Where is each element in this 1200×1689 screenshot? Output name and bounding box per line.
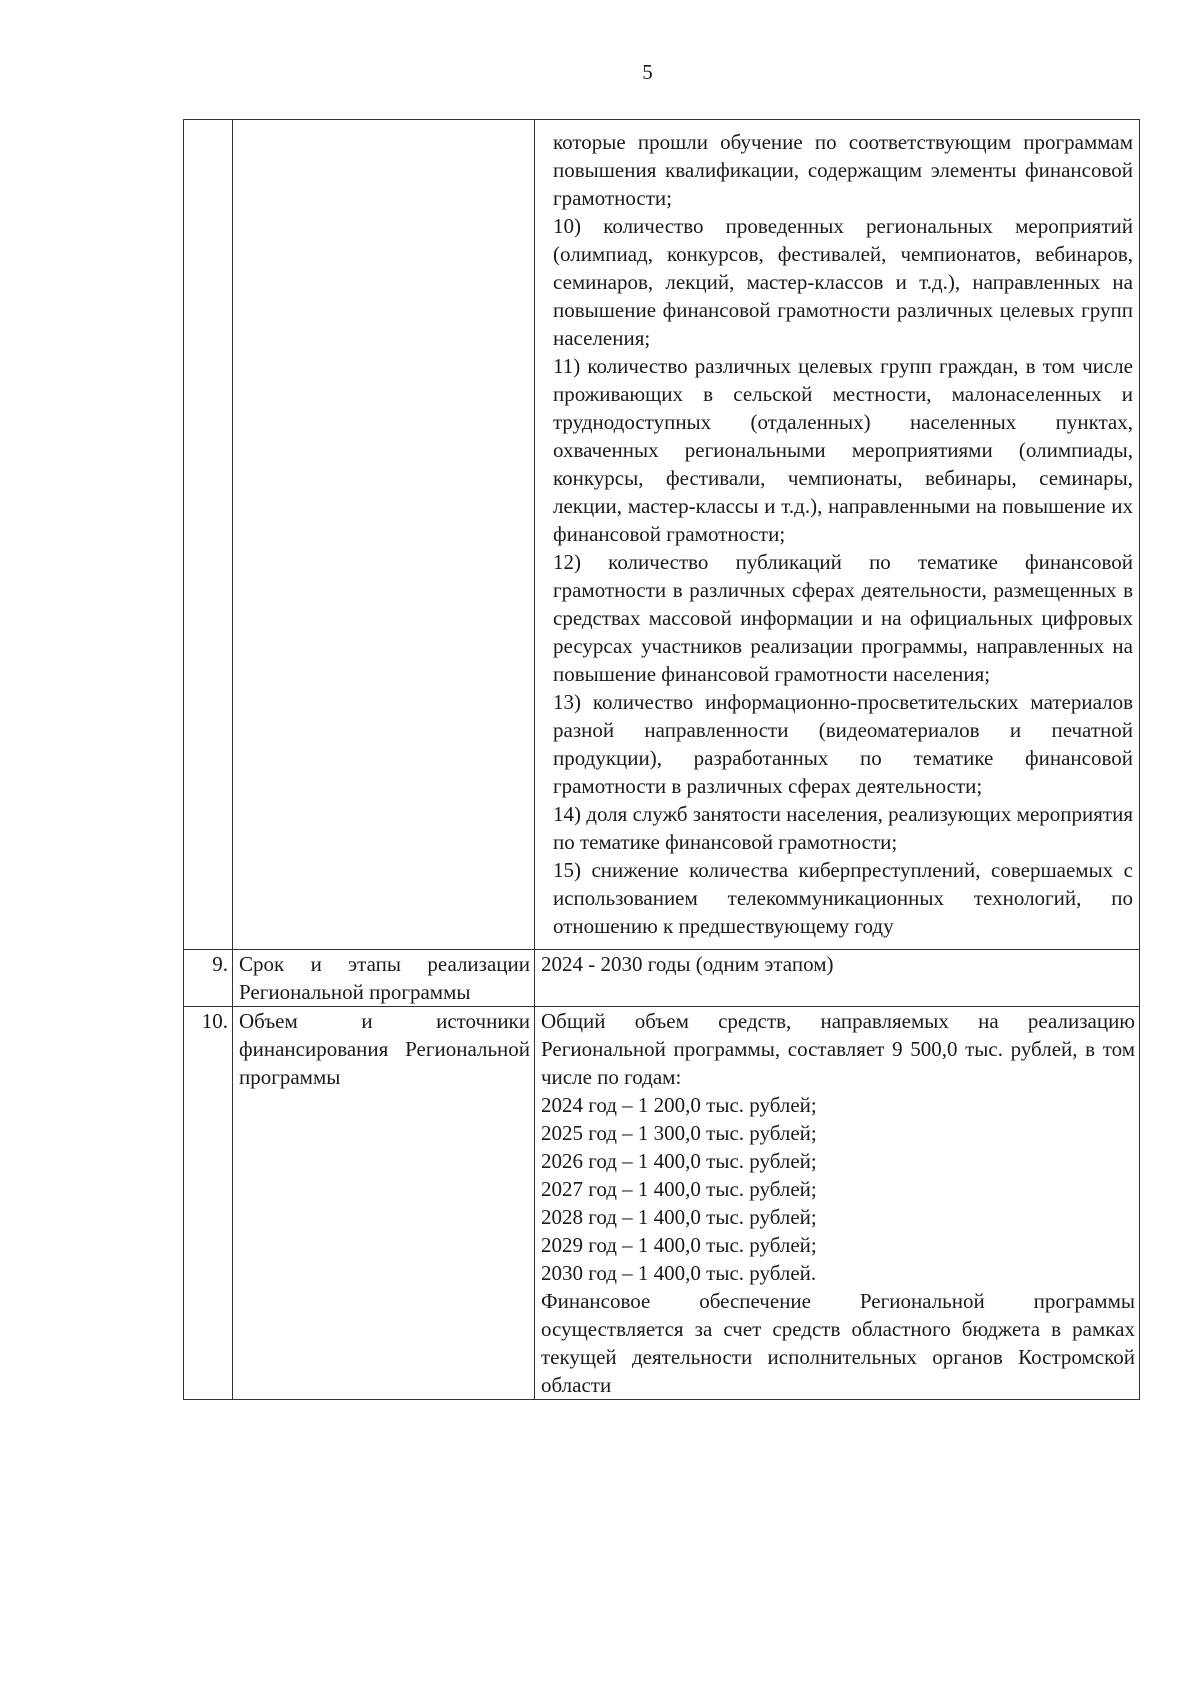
funding-year-line: 2024 год – 1 200,0 тыс. рублей;: [541, 1093, 817, 1117]
funding-year-line: 2029 год – 1 400,0 тыс. рублей;: [541, 1233, 817, 1257]
indicator-paragraph: 15) снижение количества киберпреступлений, совершаемых с использованием телекоммуникационных технологий, по отношению к предшествующему году: [553, 858, 1133, 938]
indicator-paragraph: 14) доля служб занятости населения, реализующих мероприятия по тематике финансовой грамотности;: [553, 802, 1133, 854]
row-label-cell: Срок и этапы реализации Региональной программы: [233, 950, 535, 1007]
table-row-funding: [184, 1007, 1140, 1400]
indicator-paragraph: 13) количество информационно-просветительских материалов разной направленности (видеоматериалов и печатной продукции), разработанных по тематике финансовой грамотности в различных сферах деятельности;: [553, 690, 1133, 798]
funding-year-line: 2025 год – 1 300,0 тыс. рублей;: [541, 1121, 817, 1145]
row-label-cell: [233, 120, 535, 950]
term-cell: 2024 - 2030 годы (одним этапом): [535, 950, 1140, 1007]
funding-intro: Общий объем средств, направляемых на реализацию Региональной программы, составляет 9 500,0 тыс. рублей, в том числе по годам:: [541, 1009, 1135, 1089]
row-label-cell: Объем и источники финансирования Региональной программы: [233, 1007, 535, 1400]
row-number-cell: 10.: [184, 1007, 233, 1400]
funding-year-line: 2030 год – 1 400,0 тыс. рублей.: [541, 1261, 817, 1285]
indicator-paragraph: которые прошли обучение по соответствующим программам повышения квалификации, содержащим элементы финансовой грамотности;: [553, 130, 1133, 210]
indicator-paragraph: 10) количество проведенных региональных мероприятий (олимпиад, конкурсов, фестивалей, чемпионатов, вебинаров, семинаров, лекций, мастер-классов и т.д.), направленных на повышение финансовой грамотности различных целевых групп населения;: [553, 214, 1133, 350]
page-number: 5: [642, 60, 653, 84]
indicator-paragraph: 12) количество публикаций по тематике финансовой грамотности в различных сферах деятельности, размещенных в средствах массовой информации и на официальных цифровых ресурсах участников реализации программы, направленных на повышение финансовой грамотности населения;: [553, 550, 1133, 686]
funding-year-line: 2028 год – 1 400,0 тыс. рублей;: [541, 1205, 817, 1229]
funding-outro: Финансовое обеспечение Региональной программы осуществляется за счет средств областного бюджета в рамках текущей деятельности исполнительных органов Костромской области: [541, 1289, 1135, 1397]
indicator-paragraph: 11) количество различных целевых групп граждан, в том числе проживающих в сельской местности, малонаселенных и труднодоступных (отдаленных) населенных пунктах, охваченных региональными мероприятиями (олимпиады, конкурсы, фестивали, чемпионаты, вебинары, семинары, лекции, мастер-классы и т.д.), направленными на повышение их финансовой грамотности;: [553, 354, 1133, 546]
indicators-cell: [535, 120, 1140, 950]
row-number-cell: [184, 120, 233, 950]
funding-cell: [535, 1007, 1140, 1400]
row-number-cell: 9.: [184, 950, 233, 1007]
funding-year-line: 2026 год – 1 400,0 тыс. рублей;: [541, 1149, 817, 1173]
table-row-continuation: [184, 120, 1140, 950]
table-row-term: [184, 950, 1140, 1007]
funding-year-line: 2027 год – 1 400,0 тыс. рублей;: [541, 1177, 817, 1201]
passport-table: [183, 119, 1140, 1400]
